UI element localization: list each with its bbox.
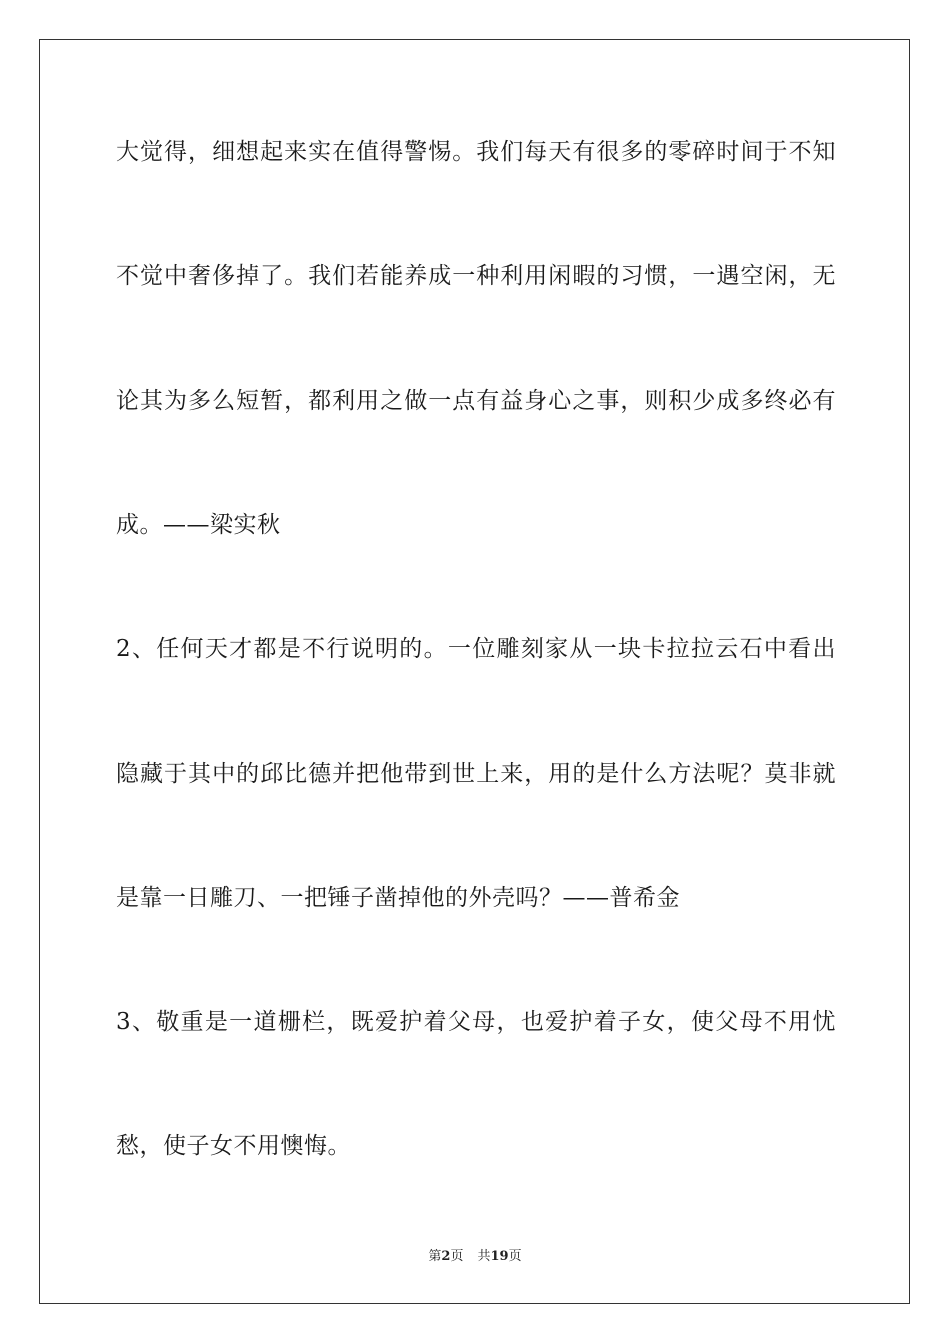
total-pages: 19: [490, 1249, 509, 1264]
page-number: 2: [441, 1249, 451, 1264]
text-line: 愁，使子女不用懊悔。: [116, 1133, 351, 1159]
text-line: 成。——梁实秋: [116, 512, 281, 538]
text-line: 是靠一日雕刀、一把锤子凿掉他的外壳吗？——普希金: [116, 885, 680, 911]
total-prefix: 共: [477, 1249, 491, 1264]
text-line: 3、敬重是一道栅栏，既爱护着父母，也爱护着子女，使父母不用忧: [116, 1009, 836, 1035]
page-border: [39, 39, 910, 1304]
page-suffix: 页: [450, 1249, 464, 1264]
page-footer: [0, 1247, 950, 1267]
text-line: 大觉得，细想起来实在值得警惕。我们每天有很多的零碎时间于不知: [116, 139, 836, 165]
text-line: 2、任何天才都是不行说明的。一位雕刻家从一块卡拉拉云石中看出: [116, 636, 836, 662]
page-prefix: 第: [428, 1249, 442, 1264]
total-suffix: 页: [508, 1249, 522, 1264]
text-line: 不觉中奢侈掉了。我们若能养成一种利用闲暇的习惯，一遇空闲，无: [116, 263, 836, 289]
text-line: 隐藏于其中的邱比德并把他带到世上来，用的是什么方法呢？莫非就: [116, 761, 836, 787]
text-line: 论其为多么短暂，都利用之做一点有益身心之事，则积少成多终必有: [116, 388, 836, 414]
